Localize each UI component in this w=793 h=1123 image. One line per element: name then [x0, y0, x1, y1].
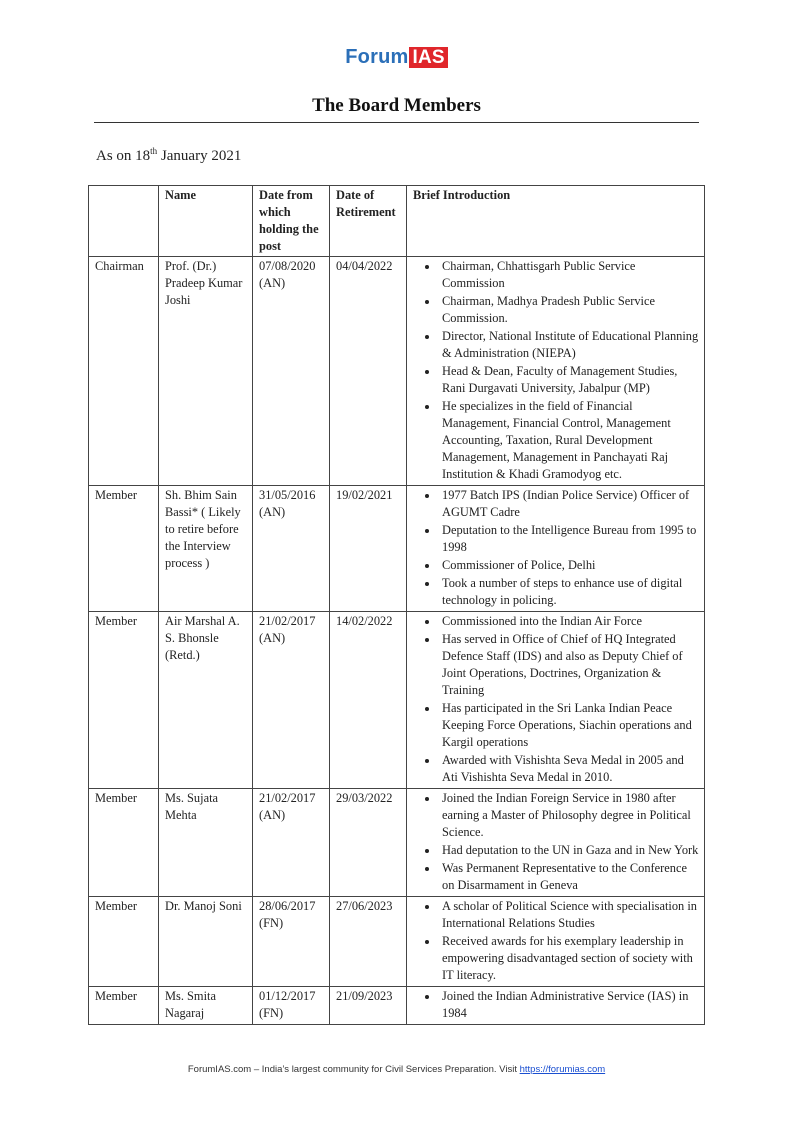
member-brief-introduction [407, 257, 705, 486]
introduction-item: • Has served in Office of Chief of HQ Integrated Defence Staff (IDS) and also as Deputy Chief of Joint Operations, Doctrines, Organization & Training [439, 631, 699, 699]
introduction-list [413, 487, 699, 609]
introduction-item: • A scholar of Political Science with specialisation in International Relations Studies [439, 898, 699, 932]
member-brief-introduction [407, 897, 705, 987]
introduction-item: • Director, National Institute of Educational Planning & Administration (NIEPA) [439, 328, 699, 362]
member-date-retirement: 14/02/2022 [330, 612, 407, 789]
introduction-list [413, 790, 699, 894]
member-position: Chairman [89, 257, 159, 486]
member-position: Member [89, 897, 159, 987]
introduction-item: • Joined the Indian Foreign Service in 1980 after earning a Master of Philosophy degree in Political Science. [439, 790, 699, 841]
as-on-prefix: As on 18 [96, 148, 151, 164]
introduction-item: • Commissioner of Police, Delhi [439, 557, 699, 574]
member-date-from: 21/02/2017 (AN) [253, 789, 330, 897]
title-divider [94, 122, 699, 123]
introduction-item: • Awarded with Vishishta Seva Medal in 2005 and Ati Vishishta Seva Medal in 2010. [439, 752, 699, 786]
member-brief-introduction [407, 789, 705, 897]
introduction-item: • Deputation to the Intelligence Bureau from 1995 to 1998 [439, 522, 699, 556]
member-date-from: 31/05/2016 (AN) [253, 486, 330, 612]
member-brief-introduction [407, 987, 705, 1025]
introduction-list [413, 613, 699, 786]
introduction-item: • Received awards for his exemplary leadership in empowering disadvantaged section of society with IT literacy. [439, 933, 699, 984]
forumias-logo [0, 46, 793, 69]
member-position: Member [89, 612, 159, 789]
table-row [89, 612, 705, 789]
member-date-retirement: 04/04/2022 [330, 257, 407, 486]
member-name: Sh. Bhim Sain Bassi* ( Likely to retire before the Interview process ) [159, 486, 253, 612]
table-row [89, 897, 705, 987]
member-date-from: 07/08/2020 (AN) [253, 257, 330, 486]
header-name: Name [159, 186, 253, 257]
member-position: Member [89, 789, 159, 897]
introduction-item: • Was Permanent Representative to the Conference on Disarmament in Geneva [439, 860, 699, 894]
introduction-item: • Has participated in the Sri Lanka Indian Peace Keeping Force Operations, Siachin operations and Kargil operations [439, 700, 699, 751]
table-row [89, 987, 705, 1025]
introduction-item: • 1977 Batch IPS (Indian Police Service) Officer of AGUMT Cadre [439, 487, 699, 521]
logo-ias-text: IAS [409, 47, 447, 68]
member-name: Ms. Sujata Mehta [159, 789, 253, 897]
introduction-item: • Joined the Indian Administrative Service (IAS) in 1984 [439, 988, 699, 1022]
as-on-month-year: January 2021 [157, 148, 242, 164]
introduction-item: • Had deputation to the UN in Gaza and in New York [439, 842, 699, 859]
table-row [89, 486, 705, 612]
page-title: The Board Members [312, 95, 481, 116]
member-position: Member [89, 987, 159, 1025]
member-date-retirement: 21/09/2023 [330, 987, 407, 1025]
header-date-retirement: Date of Retirement [330, 186, 407, 257]
member-name: Dr. Manoj Soni [159, 897, 253, 987]
introduction-list [413, 258, 699, 483]
member-name: Ms. Smita Nagaraj [159, 987, 253, 1025]
table-header-row [89, 186, 705, 257]
header-date-from: Date from which holding the post [253, 186, 330, 257]
introduction-item: • Chairman, Chhattisgarh Public Service Commission [439, 258, 699, 292]
as-on-date [96, 146, 241, 165]
introduction-list [413, 988, 699, 1022]
introduction-item: • Head & Dean, Faculty of Management Studies, Rani Durgavati University, Jabalpur (MP) [439, 363, 699, 397]
introduction-item: • He specializes in the field of Financial Management, Financial Control, Management Accounting, Taxation, Rural Development Management, Management in Panchayati Raj Institution & Khadi Gramodyog etc. [439, 398, 699, 483]
introduction-item: • Chairman, Madhya Pradesh Public Service Commission. [439, 293, 699, 327]
board-members-table [88, 185, 705, 1025]
table-row [89, 257, 705, 486]
member-name: Air Marshal A. S. Bhonsle (Retd.) [159, 612, 253, 789]
page-footer [0, 1064, 793, 1075]
member-date-retirement: 19/02/2021 [330, 486, 407, 612]
header-position [89, 186, 159, 257]
footer-text: ForumIAS.com – India’s largest community for Civil Services Preparation. Visit [187, 1064, 520, 1075]
member-brief-introduction [407, 612, 705, 789]
as-on-suffix-ordinal: th [150, 146, 158, 156]
member-position: Member [89, 486, 159, 612]
member-date-from: 21/02/2017 (AN) [253, 612, 330, 789]
introduction-item: • Commissioned into the Indian Air Force [439, 613, 699, 630]
logo-forum-text: Forum [345, 46, 409, 68]
introduction-item: • Took a number of steps to enhance use of digital technology in policing. [439, 575, 699, 609]
header-brief-introduction: Brief Introduction [407, 186, 705, 257]
introduction-list [413, 898, 699, 984]
footer-link[interactable]: https://forumias.com [519, 1064, 606, 1075]
table-row [89, 789, 705, 897]
member-date-from: 28/06/2017 (FN) [253, 897, 330, 987]
member-date-from: 01/12/2017 (FN) [253, 987, 330, 1025]
member-name: Prof. (Dr.) Pradeep Kumar Joshi [159, 257, 253, 486]
member-date-retirement: 27/06/2023 [330, 897, 407, 987]
member-brief-introduction [407, 486, 705, 612]
member-date-retirement: 29/03/2022 [330, 789, 407, 897]
